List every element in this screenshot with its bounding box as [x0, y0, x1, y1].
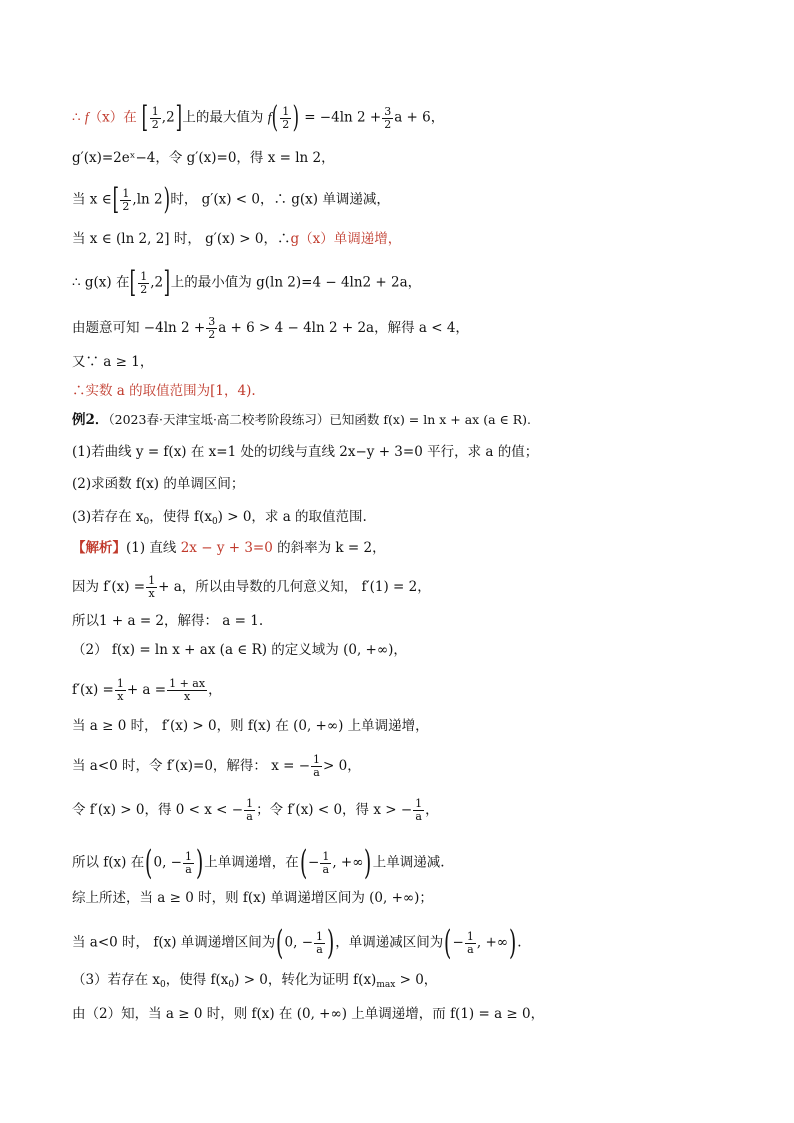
numerator: 1 — [322, 849, 330, 863]
text: 令 f′(x) > 0，得 0 < x < − — [72, 802, 244, 818]
bracket: ] — [175, 100, 182, 135]
line-inequality — [72, 316, 746, 341]
bracket: [ — [141, 100, 149, 135]
numerator: 1 — [122, 186, 130, 200]
text: ，使得 f(x — [165, 972, 229, 988]
denominator: 2 — [384, 117, 392, 131]
line-a-ge-1 — [72, 352, 746, 372]
line-monotonic-intervals — [72, 843, 746, 883]
numerator: 1 — [316, 929, 324, 943]
denominator: x — [183, 690, 191, 703]
numerator: 3 — [384, 104, 392, 118]
fraction — [138, 271, 149, 296]
line-derivative-g — [72, 148, 746, 168]
text: 所以 f(x) 在 — [72, 854, 145, 871]
text: 的斜率为 k = 2， — [277, 540, 386, 556]
denominator: a — [313, 766, 320, 779]
text: ；令 f′(x) < 0，得 x > − — [256, 802, 413, 818]
line-part-3 — [72, 970, 746, 995]
fraction — [167, 678, 207, 703]
line-question-1 — [72, 442, 746, 462]
text: > 0， — [395, 972, 438, 988]
text: 所以1 + a = 2，解得： a = 1. — [72, 613, 264, 629]
text: ，使得 f(x — [149, 509, 212, 525]
text: 由题意可知 −4ln 2 + — [72, 320, 206, 336]
denominator: 2 — [151, 117, 159, 131]
text: (2)求函数 f(x) 的单调区间； — [72, 476, 245, 492]
line-domain — [72, 640, 746, 660]
text: ,ln 2 — [132, 191, 163, 208]
numerator: 1 — [282, 104, 290, 118]
bracket: ] — [163, 265, 171, 300]
line-question-2 — [72, 474, 746, 494]
text: f′(x) = — [72, 682, 114, 698]
text: + a，所以由导数的几何意义知， f′(1) = 2， — [158, 579, 431, 595]
text: f — [84, 109, 89, 125]
bracket: [ — [130, 265, 137, 300]
example-label: 例2． — [72, 412, 109, 428]
subscript: 0 — [228, 980, 235, 990]
numerator: 1 — [415, 797, 423, 810]
text: 当 a<0 时， f(x) 单调递增区间为 — [72, 934, 276, 951]
text: − — [452, 934, 464, 951]
text: (1)若曲线 y = f(x) 在 x=1 处的切线与直线 2x−y + 3=0 平行，求 a 的值； — [72, 444, 539, 460]
line-range-answer — [72, 381, 746, 401]
text: f — [267, 109, 272, 125]
line-g-decreasing — [72, 182, 746, 217]
denominator: 2 — [208, 328, 216, 341]
line-case-a-neg — [72, 754, 746, 779]
text: （2023春·天津宝坻·高二校考阶段练习）已知函数 f(x) = ln x + ax (a ∈ R). — [108, 412, 531, 427]
line-f-prime — [72, 678, 746, 703]
text: 上单调递增，在 — [204, 854, 299, 871]
text: ，单调递减区间为 — [335, 934, 444, 951]
numerator: 1 + ax — [169, 677, 206, 690]
text: 当 a ≥ 0 时， f′(x) > 0，则 f(x) 在 (0, +∞) 上单调递增， — [72, 718, 429, 734]
text: ,2 — [161, 109, 175, 126]
text: g′(x)=2eˣ−4，令 g′(x)=0，得 x = ln 2， — [72, 150, 335, 166]
text: 时， g′(x) < 0，∴ g(x) 单调递减， — [170, 191, 390, 208]
denominator: a — [322, 862, 330, 876]
denominator: a — [467, 942, 474, 956]
text: + a = — [126, 682, 167, 698]
line-solution-1 — [72, 538, 746, 558]
text: 0, − — [284, 934, 314, 951]
text: （2） f(x) = ln x + ax (a ∈ R) 的定义域为 (0, +∞)， — [72, 642, 407, 658]
paren: ) — [508, 923, 517, 963]
text: (3)若存在 x — [72, 509, 144, 525]
line-part-3-reasoning — [72, 1004, 746, 1024]
text: ， — [425, 802, 439, 818]
numerator: 1 — [466, 929, 474, 943]
fraction — [150, 106, 161, 131]
subscript: max — [376, 980, 396, 990]
denominator: 2 — [122, 199, 130, 213]
text: , +∞ — [476, 934, 508, 951]
fraction — [183, 851, 194, 876]
line-g-min — [72, 265, 746, 300]
text: ∴ — [72, 109, 81, 126]
fraction — [146, 575, 157, 600]
text: , +∞ — [332, 854, 364, 871]
denominator: x — [148, 587, 155, 600]
text: a + 6 > 4 − 4ln 2 + 2a，解得 a < 4， — [218, 320, 469, 336]
text: . — [517, 934, 522, 951]
fraction — [244, 798, 255, 823]
text: − — [308, 854, 320, 871]
line-max-value — [72, 100, 746, 135]
bracket: [ — [112, 182, 119, 217]
subscript: 0 — [160, 980, 166, 990]
numerator: 1 — [116, 677, 124, 690]
fraction — [206, 316, 217, 341]
fraction — [311, 754, 322, 779]
text: 又∵ a ≥ 1， — [72, 354, 154, 370]
line-derivative-f — [72, 575, 746, 600]
numerator: 1 — [148, 574, 156, 587]
denominator: 2 — [282, 117, 290, 131]
fraction — [465, 931, 476, 956]
text: 当 x ∈ — [72, 191, 112, 208]
subscript: 0 — [143, 517, 150, 527]
solution-label: 【解析】 — [72, 540, 126, 556]
text: 上单调递减. — [372, 854, 445, 871]
numerator: 1 — [313, 753, 321, 766]
text: > 0， — [323, 758, 361, 774]
text: 由（2）知，当 a ≥ 0 时，则 f(x) 在 (0, +∞) 上单调递增，而 f(1) = a ≥ 0， — [72, 1006, 545, 1022]
text: (1) 直线 — [126, 540, 177, 556]
paren: ) — [364, 843, 372, 883]
line-question-3 — [72, 507, 746, 532]
numerator: 1 — [246, 797, 254, 810]
subscript: 0 — [211, 517, 218, 527]
paren: ) — [292, 100, 300, 135]
line-sign-analysis — [72, 798, 746, 823]
fraction — [115, 678, 126, 703]
denominator: a — [415, 810, 422, 823]
paren: ( — [145, 843, 153, 883]
text: ) > 0，转化为证明 f(x) — [234, 972, 377, 988]
denominator: a — [316, 942, 323, 956]
text: 当 x ∈ (ln 2, 2] 时， g′(x) > 0，∴ — [72, 231, 291, 247]
denominator: 2 — [140, 282, 148, 296]
fraction — [382, 106, 393, 131]
text: ) > 0，求 a 的取值范围. — [217, 509, 367, 525]
text: 上的最大值为 — [182, 109, 264, 126]
denominator: x — [117, 690, 124, 703]
text: ∴实数 a 的取值范围为[1，4). — [72, 383, 256, 399]
text: 当 a<0 时，令 f′(x)=0，解得： x = − — [72, 758, 311, 774]
text: = −4ln 2 + — [304, 109, 382, 126]
text: 因为 f′(x) = — [72, 579, 146, 595]
numerator: 1 — [184, 849, 192, 863]
fraction — [280, 106, 291, 131]
numerator: 3 — [208, 315, 216, 328]
text: ， — [208, 682, 222, 698]
text: 0, − — [153, 854, 182, 871]
text: 2x − y + 3=0 — [180, 540, 273, 556]
fraction — [120, 188, 131, 213]
text: 综上所述，当 a ≥ 0 时，则 f(x) 单调递增区间为 (0, +∞)； — [72, 890, 433, 906]
numerator: 1 — [151, 104, 159, 118]
text: ,2 — [150, 274, 164, 291]
text: （3）若存在 x — [72, 972, 160, 988]
line-summary-1 — [72, 888, 746, 908]
fraction — [413, 798, 424, 823]
paren: ( — [444, 923, 452, 963]
line-case-a-nonneg — [72, 716, 746, 736]
bracket: ) — [163, 182, 170, 217]
denominator: a — [246, 810, 253, 823]
paren: ) — [195, 843, 204, 883]
text: ∴ g(x) 在 — [72, 274, 130, 291]
line-example-2 — [72, 410, 746, 430]
paren: ( — [276, 923, 284, 963]
line-a-equals-1 — [72, 611, 746, 631]
paren: ( — [299, 843, 308, 883]
text: （x）在 — [88, 109, 137, 126]
paren: ) — [327, 923, 335, 963]
denominator: a — [185, 862, 192, 876]
line-summary-2 — [72, 923, 746, 963]
text: g（x）单调递增， — [290, 231, 402, 247]
numerator: 1 — [140, 269, 148, 283]
fraction — [320, 851, 331, 876]
text: a + 6， — [394, 109, 445, 126]
paren: ( — [272, 100, 279, 135]
text: 上的最小值为 g(ln 2)=4 − 4ln2 + 2a， — [170, 274, 422, 291]
line-g-increasing — [72, 229, 746, 249]
fraction — [314, 931, 325, 956]
